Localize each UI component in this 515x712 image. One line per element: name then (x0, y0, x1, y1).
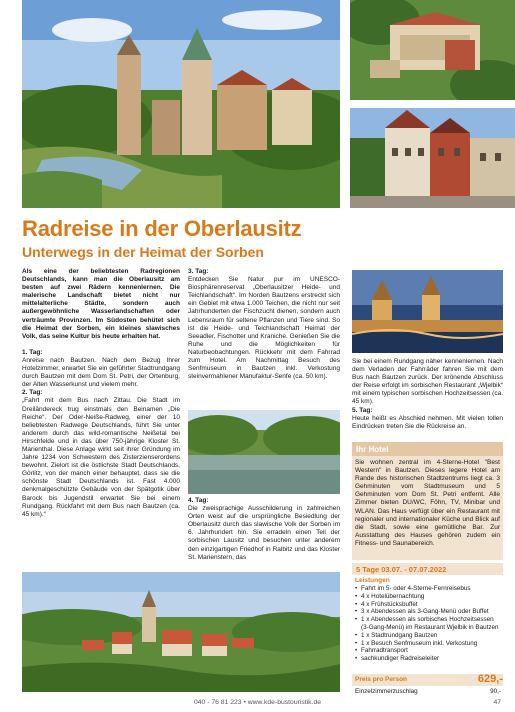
day-4-continued: Sie bei einem Rundgang näher kennenlernen. Nach dem Verladen der Fahrräder fahren Sie mit dem Bus nach Bautzen zurück. Der krönende Abschluss der Reise erfolgt im sorbischen Restaurant „Wjelbik“ mit einem typischen sorbischen Hochzeitsessen (ca. 45 km). (352, 358, 504, 406)
list-item: • 4 x Hotelübernachtung (355, 593, 501, 601)
text-column-2 (188, 268, 340, 381)
photo-town-square (350, 108, 515, 208)
text-column-1 (22, 268, 180, 519)
day-2-heading: 2. Tag: (22, 389, 43, 397)
supplement-label: Einzelzimmerzuschlag (355, 688, 418, 695)
text-column-2b (188, 497, 340, 562)
inclusions-heading: Leistungen (355, 577, 390, 584)
inclusions-list (355, 585, 501, 663)
photo-lake-landscape (188, 410, 340, 494)
supplement-value: 90,- (490, 688, 501, 695)
photo-town-panorama (22, 572, 340, 692)
price-label: Preis pro Person (355, 676, 408, 683)
page-subtitle: Unterwegs in der Heimat der Sorben (22, 244, 264, 260)
hotel-text: Sie wohnen zentral im 4-Sterne-Hotel "Best Western" in Bautzen. Dieses legere Hotel am Rande des historischen Stadtzentrums liegt ca. 3 Gehminuten vom Stadtmuseum und 5 Gehminuten vom Dom St. Petri entfernt. Alle Zimmer bieten DU/WC, Föhn, TV, Minibar und WLAN. Das Haus verfügt über ein Restaurant mit regionaler und internationaler Küche und Blick auf die Stadt, sowie eine gemütliche Bar. Zur Ausstattung des Hauses gehören zudem ein Fitness- und Saunabereich. (355, 459, 500, 547)
list-item: • Fahrt im 5- oder 4-Sterne-Fernreisebus (355, 585, 501, 593)
day-1-text: Anreise nach Bautzen. Nach dem Bezug Ihrer Hotelzimmer, erwartet Sie ein geführter Stadtrundgang durch Bautzen mit dem Dom St. Petri, der Ortenburg, der Alten Wasserkunst und vielem mehr. (22, 356, 180, 389)
page-number: 47 (493, 699, 501, 706)
photo-bautzen-towers (22, 0, 340, 208)
day-3-heading: 3. Tag: (188, 268, 209, 275)
hotel-heading: Ihr Hotel (352, 442, 503, 456)
list-item: • 3 x Abendessen als 3-Gang-Menü oder Buffet (355, 608, 501, 616)
trip-dates: 5 Tage 03.07. - 07.07.2022 (352, 563, 503, 575)
photo-gorlitz-night (352, 270, 503, 353)
day-5-heading: 5. Tag: (352, 406, 373, 414)
day-4-heading: 4. Tag: (188, 497, 209, 504)
list-item: • 1 x Stadtrundgang Bautzen (355, 632, 501, 640)
day-3-text: Entdecken Sie Natur pur im UNESCO-Biosphärenreservat „Oberlausitzer Heide- und Teichlandschaft“. Im Norden Bautzens erstreckt sich ein Gebiet mit etwa 1.000 Teichen, die nicht nur seit Jahrhunderten der Fischzucht dienen, sondern auch Lebensraum für seltene Pflanzen und Tiere sind. So ist die Heide- und Teichlandschaft Heimat der Seeadler, Fischotter und Kraniche. Genießen Sie die Ruhe und die Möglichkeiten für Naturbeobachtungen. Rückkehr mit dem Fahrrad zum Hotel. Am Nachmittag Besuch des Senfmuseum in Bautzen inkl. Verkostung steinvermahlener Manufaktur-Senfe (ca. 50 km). (188, 276, 340, 381)
intro-text: Als eine der beliebtesten Radregionen Deutschlands, kann man die Oberlausitz am besten auf zwei Rädern kennenlernen. Die malerische Landschaft bietet nicht nur mittelalterliche Städte, sondern auch außergewöhnliche Wasserlandschaften oder verträumte Provinzen. Im Südosten behütet sich die Heimat der Sorben, ein kleines slawisches Volk, das seine Kultur bis heute erhalten hat. (22, 268, 180, 340)
day-1-heading: 1. Tag: (22, 348, 43, 356)
list-item: • Fahrradtransport (355, 647, 501, 655)
list-item: • 1 x Besuch Senfmuseum inkl. Verkostung (355, 640, 501, 648)
list-item: • 1 x Abendessen als sorbisches Hochzeitsessen (3-Gang-Menü) im Restaurant Wjelbik in Bautzen (355, 616, 501, 632)
text-column-3 (352, 358, 503, 431)
day-4-text: Die zweisprachige Ausschilderung in zahlreichen Orten weist auf die ursprüngliche Besiedlung der Oberlausitz durch das slawische Volk der Sorben im 6. Jahrhundert hin. Sie erradeln einen Teil der sorbischen Lausitz und besuchen unter anderem den einzigartigen Friedhof in Ralbitz und das Kloster St. Marienstern, das (188, 505, 340, 561)
page-title: Radreise in der Oberlausitz (22, 216, 302, 241)
day-5-text: Heute heißt es Abschied nehmen. Mit vielen tollen Eindrücken treten Sie die Rückreise an. (352, 414, 503, 430)
day-2-text: „Fahrt mit dem Bus nach Zittau. Die Stadt im Dreiländereck trug einstmals den Beinamen „Die Reiche“. Der Oder-Neiße-Radweg, einer der 10 beliebtesten Radwege Deutschlands, führt Sie unter anderem durch das wild-romantische Neißetal bei Hirschfelde und in das über 750-jährige Kloster St. Marienthal. Diese Anlage wirkt seit ihrer Gründung im Jahre 1234 von Schwestern des Zisterzienserordens bewohnt. Zielort ist die östlichste Stadt Deutschlands, Görlitz, von der manch einer behauptet, dass sie die schönste Stadt Deutschlands ist. Fast 4.000 denkmalgeschützte Gebäude von der Spätgotik über Barock bis Jugendstil erwartet Sie bei einem Rundgang. Rückfahrt mit dem Bus nach Bautzen (ca. 45 km).“ (22, 397, 180, 518)
photo-castle-aerial (350, 0, 515, 100)
list-item: • 4 x Frühstücksbuffet (355, 601, 501, 609)
footer-contact: 040 - 76 81 223 • www.kde-bustouristik.de (193, 699, 322, 706)
list-item: • sachkundiger Radreiseleiter (355, 655, 501, 663)
price-value: 629,- (477, 673, 503, 685)
